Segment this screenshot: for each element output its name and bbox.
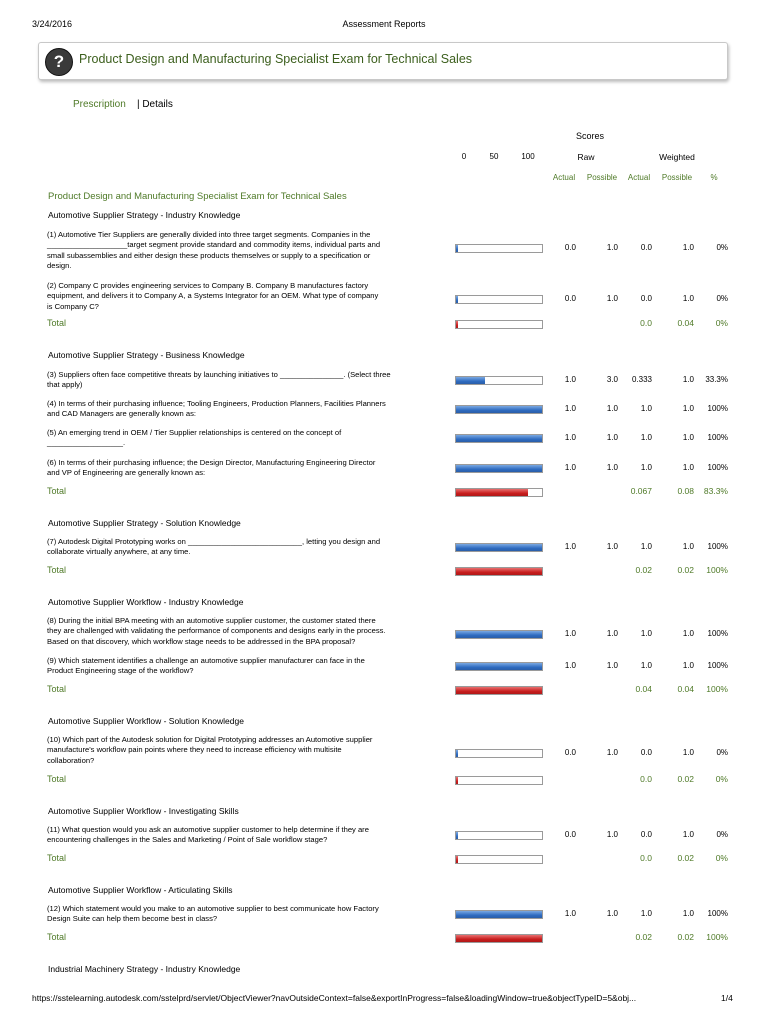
- score-pct: 0%: [716, 830, 728, 839]
- score-w-actual: 0.0: [640, 294, 652, 303]
- question-text: [47, 904, 443, 925]
- question-line: and VP of Engineering are generally known as:: [47, 468, 206, 478]
- section-title: Automotive Supplier Workflow - Articulating Skills: [48, 885, 233, 895]
- total-pct: 100%: [706, 932, 728, 942]
- question-text: [47, 281, 443, 312]
- question-line: (1) Automotive Tier Suppliers are generally divided into three target segments. Companies in the: [47, 230, 371, 239]
- total-w-actual: 0.0: [640, 774, 652, 784]
- section-title: Automotive Supplier Workflow - Investigating Skills: [48, 806, 239, 816]
- footer-url[interactable]: https://sstelearning.autodesk.com/sstelprd/servlet/ObjectViewer?navOutsideContext=false&exportInProgress=false&loadingWindow=true&objectTypeID=5&obj...: [32, 993, 637, 1003]
- score-pct: 100%: [707, 542, 728, 551]
- score-raw-actual: 1.0: [564, 404, 576, 413]
- question-line: collaborate virtually anywhere, at any time.: [47, 547, 191, 557]
- total-w-actual: 0.04: [635, 684, 652, 694]
- score-raw-actual: 1.0: [564, 463, 576, 472]
- score-w-actual: 1.0: [640, 404, 652, 413]
- report-banner: [38, 42, 728, 80]
- score-w-actual: 0.0: [640, 748, 652, 757]
- score-bar-fill: [456, 406, 542, 413]
- view-tabs: [73, 99, 173, 110]
- total-w-possible: 0.02: [677, 774, 694, 784]
- question-text: [47, 428, 443, 449]
- score-w-actual: 0.0: [640, 830, 652, 839]
- total-label: Total: [47, 318, 67, 328]
- score-raw-actual: 1.0: [564, 542, 576, 551]
- total-pct: 0%: [715, 318, 728, 328]
- score-bar-fill: [456, 377, 485, 384]
- total-w-actual: 0.0: [640, 318, 652, 328]
- score-w-actual: 0.0: [640, 243, 652, 252]
- total-pct: 83.3%: [703, 486, 728, 496]
- score-bar-fill: [456, 750, 458, 757]
- total-w-possible: 0.02: [677, 565, 694, 575]
- question-text: [47, 735, 443, 766]
- score-raw-possible: 1.0: [606, 433, 618, 442]
- total-bar: [455, 488, 543, 497]
- total-w-actual: 0.067: [630, 486, 652, 496]
- help-icon[interactable]: ?: [45, 48, 73, 76]
- total-bar-fill: [456, 777, 458, 784]
- question-text: [47, 537, 443, 558]
- score-bar-fill: [456, 435, 542, 442]
- question-text: [47, 656, 443, 677]
- w-actual-header: Actual: [627, 173, 651, 182]
- total-bar: [455, 320, 543, 329]
- score-bar: [455, 662, 543, 671]
- question-line: equipment, and delivers it to Company A, a Systems Integrator for an OEM. What type of company: [47, 291, 379, 301]
- score-w-possible: 1.0: [682, 661, 694, 670]
- total-bar: [455, 776, 543, 785]
- score-bar: [455, 630, 543, 639]
- total-w-possible: 0.02: [677, 853, 694, 863]
- score-raw-possible: 1.0: [606, 830, 618, 839]
- total-w-actual: 0.02: [635, 565, 652, 575]
- score-bar-fill: [456, 245, 458, 252]
- score-w-actual: 1.0: [640, 629, 652, 638]
- score-w-possible: 1.0: [682, 629, 694, 638]
- total-label: Total: [47, 932, 67, 942]
- total-bar: [455, 567, 543, 576]
- section-title: Automotive Supplier Strategy - Solution Knowledge: [48, 518, 241, 528]
- total-bar-fill: [456, 687, 542, 694]
- score-w-possible: 1.0: [682, 243, 694, 252]
- score-w-actual: 1.0: [640, 463, 652, 472]
- total-label: Total: [47, 486, 67, 496]
- total-pct: 100%: [706, 684, 728, 694]
- score-bar-fill: [456, 911, 542, 918]
- question-line: __________________.: [47, 438, 126, 448]
- score-pct: 100%: [707, 909, 728, 918]
- next-section-title: Industrial Machinery Strategy - Industry Knowledge: [48, 964, 241, 974]
- score-pct: 0%: [716, 243, 728, 252]
- score-pct: 0%: [716, 748, 728, 757]
- score-w-actual: 0.333: [631, 375, 652, 384]
- score-pct: 100%: [707, 629, 728, 638]
- total-bar-fill: [456, 856, 458, 863]
- score-w-possible: 1.0: [682, 404, 694, 413]
- score-w-possible: 1.0: [682, 830, 694, 839]
- score-bar-fill: [456, 631, 542, 638]
- score-w-possible: 1.0: [682, 542, 694, 551]
- score-raw-possible: 3.0: [606, 375, 618, 384]
- question-line: (8) During the initial BPA meeting with an automotive supplier customer, the customer stated there: [47, 616, 376, 625]
- total-bar: [455, 855, 543, 864]
- score-raw-possible: 1.0: [606, 542, 618, 551]
- scale-100: 100: [521, 152, 535, 161]
- score-pct: 33.3%: [705, 375, 728, 384]
- section-title: Automotive Supplier Workflow - Solution Knowledge: [48, 716, 244, 726]
- question-line: small subassemblies and either design these products themselves or supply to a specification or: [47, 250, 371, 260]
- total-label: Total: [47, 853, 67, 863]
- weighted-header: Weighted: [659, 152, 695, 162]
- footer-page: 1/4: [721, 993, 733, 1003]
- total-w-actual: 0.0: [640, 853, 652, 863]
- score-pct: 0%: [716, 294, 728, 303]
- exam-title: Product Design and Manufacturing Specialist Exam for Technical Sales: [48, 191, 347, 202]
- score-raw-actual: 0.0: [564, 243, 576, 252]
- question-text: [47, 458, 443, 479]
- score-raw-possible: 1.0: [606, 909, 618, 918]
- raw-actual-header: Actual: [552, 173, 576, 182]
- question-line: Product Engineering stage of the workflow?: [47, 666, 194, 676]
- score-raw-possible: 1.0: [606, 748, 618, 757]
- total-label: Total: [47, 565, 67, 575]
- score-raw-actual: 0.0: [564, 748, 576, 757]
- total-bar-fill: [456, 568, 542, 575]
- score-raw-actual: 1.0: [564, 661, 576, 670]
- raw-header: Raw: [577, 152, 595, 162]
- score-pct: 100%: [707, 463, 728, 472]
- scale-50: 50: [489, 152, 499, 161]
- total-label: Total: [47, 684, 67, 694]
- score-bar: [455, 464, 543, 473]
- total-pct: 0%: [715, 853, 728, 863]
- score-bar-fill: [456, 465, 542, 472]
- score-raw-possible: 1.0: [606, 629, 618, 638]
- question-line: (3) Suppliers often face competitive threats by launching initiatives to _______________. (Select three: [47, 370, 391, 379]
- question-line: (9) Which statement identifies a challenge an automotive supplier manufacturer can face in the: [47, 656, 365, 665]
- score-bar: [455, 831, 543, 840]
- score-pct: 100%: [707, 433, 728, 442]
- question-line: that apply): [47, 380, 83, 390]
- score-bar: [455, 910, 543, 919]
- question-text: [47, 230, 443, 272]
- score-w-possible: 1.0: [682, 433, 694, 442]
- score-raw-possible: 1.0: [606, 294, 618, 303]
- total-label: Total: [47, 774, 67, 784]
- score-w-possible: 1.0: [682, 375, 694, 384]
- scores-header: Scores: [575, 131, 604, 141]
- score-raw-actual: 0.0: [564, 830, 576, 839]
- score-raw-possible: 1.0: [606, 404, 618, 413]
- score-raw-possible: 1.0: [606, 243, 618, 252]
- question-line: (6) In terms of their purchasing influence; the Design Director, Manufacturing Engineering Director: [47, 458, 376, 467]
- question-line: they are challenged with validating the performance of components and designs early in the process.: [47, 626, 386, 636]
- score-bar: [455, 543, 543, 552]
- score-w-actual: 1.0: [640, 542, 652, 551]
- print-title: Assessment Reports: [342, 19, 426, 29]
- question-line: (11) What question would you ask an automotive supplier customer to help determine if they are: [47, 825, 369, 834]
- score-bar: [455, 295, 543, 304]
- tab-prescription[interactable]: Prescription: [73, 99, 126, 110]
- total-bar-fill: [456, 489, 528, 496]
- total-w-possible: 0.04: [677, 684, 694, 694]
- raw-possible-header: Possible: [586, 173, 618, 182]
- question-line: (7) Autodesk Digital Prototyping works on ___________________________, letting you design and: [47, 537, 381, 546]
- score-bar: [455, 434, 543, 443]
- score-bar: [455, 376, 543, 385]
- score-raw-possible: 1.0: [606, 463, 618, 472]
- question-line: (12) Which statement would you make to an automotive supplier to best communicate how Factory: [47, 904, 379, 913]
- question-line: encountering challenges in the Sales and Marketing / Point of Sale workflow stage?: [47, 835, 328, 845]
- score-w-possible: 1.0: [682, 748, 694, 757]
- question-text: [47, 825, 443, 846]
- section-title: Automotive Supplier Workflow - Industry Knowledge: [48, 597, 244, 607]
- score-bar-fill: [456, 663, 542, 670]
- question-line: (4) In terms of their purchasing influence; Tooling Engineers, Production Planners, Facilities Planners: [47, 399, 386, 408]
- total-w-possible: 0.02: [677, 932, 694, 942]
- score-pct: 100%: [707, 661, 728, 670]
- section-title: Automotive Supplier Strategy - Industry Knowledge: [48, 210, 241, 220]
- total-pct: 0%: [715, 774, 728, 784]
- score-w-possible: 1.0: [682, 463, 694, 472]
- question-line: is Company C?: [47, 301, 99, 311]
- total-pct: 100%: [706, 565, 728, 575]
- score-raw-actual: 0.0: [564, 294, 576, 303]
- score-bar: [455, 405, 543, 414]
- score-bar: [455, 749, 543, 758]
- tab-details[interactable]: | Details: [136, 99, 173, 110]
- question-text: [47, 399, 443, 420]
- score-w-possible: 1.0: [682, 294, 694, 303]
- question-line: (5) An emerging trend in OEM / Tier Supplier relationships is centered on the concept of: [47, 428, 342, 437]
- score-w-possible: 1.0: [682, 909, 694, 918]
- scale-0: 0: [461, 152, 467, 161]
- score-bar: [455, 244, 543, 253]
- score-raw-possible: 1.0: [606, 661, 618, 670]
- question-line: ___________________target segment provide standard and commodity items, individual parts and: [47, 240, 381, 250]
- score-w-actual: 1.0: [640, 433, 652, 442]
- score-bar-fill: [456, 296, 458, 303]
- total-w-possible: 0.04: [677, 318, 694, 328]
- w-possible-header: Possible: [661, 173, 693, 182]
- question-line: (2) Company C provides engineering services to Company B. Company B manufactures factory: [47, 281, 369, 290]
- score-raw-actual: 1.0: [564, 629, 576, 638]
- question-line: (10) Which part of the Autodesk solution for Digital Prototyping addresses an Automotive supplier: [47, 735, 373, 744]
- score-pct: 100%: [707, 404, 728, 413]
- total-w-possible: 0.08: [677, 486, 694, 496]
- score-bar-fill: [456, 544, 542, 551]
- banner-title: Product Design and Manufacturing Specialist Exam for Technical Sales: [79, 52, 473, 66]
- score-raw-actual: 1.0: [564, 909, 576, 918]
- question-line: Based on that discovery, which workflow stage needs to be addressed in the BPA proposal?: [47, 636, 356, 646]
- score-raw-actual: 1.0: [564, 375, 576, 384]
- score-bar-fill: [456, 832, 458, 839]
- section-title: Automotive Supplier Strategy - Business Knowledge: [48, 350, 245, 360]
- print-date: 3/24/2016: [32, 19, 73, 29]
- score-raw-actual: 1.0: [564, 433, 576, 442]
- question-line: design.: [47, 261, 72, 271]
- score-w-actual: 1.0: [640, 661, 652, 670]
- question-line: and CAD Managers are generally known as:: [47, 409, 197, 419]
- question-line: manufacture's workflow pain points where they need to increase efficiency with multisite: [47, 745, 342, 755]
- total-bar-fill: [456, 321, 458, 328]
- total-w-actual: 0.02: [635, 932, 652, 942]
- question-text: [47, 616, 443, 647]
- question-line: Design Suite can help them become best in class?: [47, 914, 218, 924]
- total-bar: [455, 934, 543, 943]
- total-bar: [455, 686, 543, 695]
- question-line: collaboration?: [47, 755, 95, 765]
- total-bar-fill: [456, 935, 542, 942]
- score-w-actual: 1.0: [640, 909, 652, 918]
- pct-header: %: [710, 173, 718, 182]
- question-text: [47, 370, 443, 391]
